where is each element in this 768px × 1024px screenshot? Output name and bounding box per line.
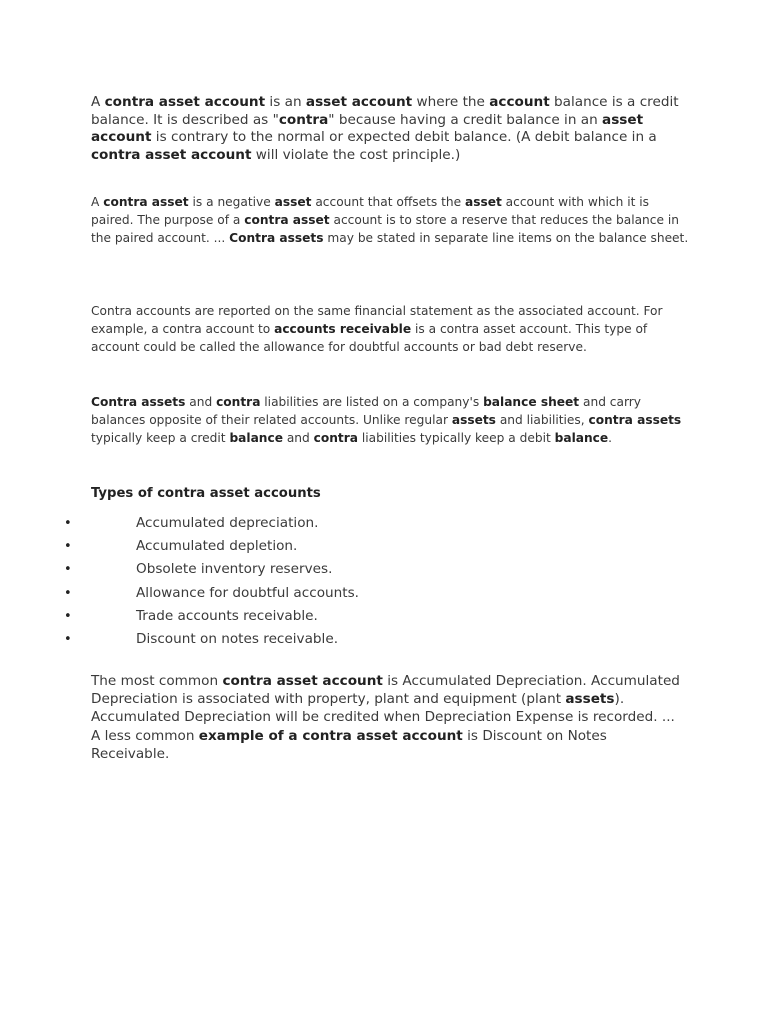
text-run: where the — [412, 94, 490, 110]
list-item — [0, 582, 600, 605]
bold-text-run: balance — [554, 431, 609, 445]
types-heading: Types of contra asset accounts — [91, 486, 321, 501]
text-run: and liabilities, — [495, 413, 589, 427]
bold-text-run: contra asset — [103, 195, 189, 209]
list-item-label: Allowance for doubtful accounts. — [136, 584, 359, 601]
text-run: is a contra asset account. This type of account could be called the allowance for doubtful accounts or bad debt reserve. — [91, 322, 648, 354]
bold-text-run: contra — [216, 395, 261, 409]
bold-text-run: asset account — [305, 94, 413, 110]
text-run: will violate the cost principle.) — [251, 146, 461, 163]
bold-text-run: account — [489, 94, 550, 110]
text-run: is Discount on Notes Receivable. — [91, 727, 607, 762]
text-run: account that offsets the — [311, 195, 465, 209]
text-run: A — [91, 94, 105, 110]
list-item-label: Obsolete inventory reserves. — [136, 561, 333, 578]
bold-text-run: contra — [278, 111, 329, 128]
bold-text-run: balance — [229, 431, 283, 445]
bullet-icon: • — [64, 608, 72, 624]
bold-text-run: accounts receivable — [274, 322, 412, 336]
list-item — [0, 605, 600, 628]
bold-text-run: assets — [451, 413, 496, 427]
bold-text-run: contra asset account — [91, 146, 252, 163]
text-run: liabilities are listed on a company's — [260, 395, 484, 409]
list-item — [0, 535, 600, 558]
text-run: The most common — [91, 673, 223, 689]
list-item — [0, 512, 600, 535]
text-run: typically keep a credit — [91, 431, 230, 445]
text-run: liabilities typically keep a debit — [358, 431, 555, 445]
bold-text-run: assets — [565, 691, 615, 708]
bullet-icon: • — [64, 516, 72, 531]
bold-text-run: contra asset — [244, 213, 330, 227]
text-run: and carry balances opposite of their related accounts. Unlike regular — [91, 395, 641, 427]
paragraph-contra-asset-negative — [91, 193, 691, 247]
paragraph-contra-asset-definition — [91, 94, 681, 164]
list-item-label: Discount on notes receivable. — [136, 630, 339, 647]
text-run: A — [91, 195, 104, 209]
text-run: is an — [265, 94, 306, 110]
bullet-icon: • — [64, 539, 72, 555]
bullet-icon: • — [64, 631, 72, 647]
list-item — [0, 558, 600, 581]
text-run: may be stated in separate line items on the balance sheet. — [323, 231, 689, 245]
list-item — [0, 628, 600, 651]
bold-text-run: asset — [464, 195, 502, 209]
bold-text-run: asset account — [91, 111, 644, 146]
text-run: balance is a credit balance. It is described as " — [91, 94, 679, 128]
paragraph-contra-assets-liabilities — [91, 393, 691, 447]
text-run: and — [282, 431, 314, 445]
types-list — [0, 512, 600, 651]
text-run: is a negative — [188, 195, 275, 209]
bold-text-run: contra asset account — [104, 94, 266, 110]
text-run: and — [185, 395, 217, 409]
text-run: Contra accounts are reported on the same financial statement as the associated account. For example, a contra account to — [91, 304, 663, 336]
text-run: ). Accumulated Depreciation will be credited when Depreciation Expense is recorded. ... A less common — [91, 691, 675, 744]
bullet-icon: • — [64, 562, 72, 578]
paragraph-contra-accounts-reporting — [91, 302, 691, 356]
bold-text-run: balance sheet — [483, 395, 580, 409]
text-run: account is to store a reserve that reduces the balance in the paired account. ... — [91, 213, 679, 245]
paragraph-most-common-contra — [91, 672, 686, 763]
text-run: " because having a credit balance in an — [328, 111, 603, 128]
bold-text-run: asset — [274, 195, 312, 209]
bold-text-run: contra assets — [588, 413, 682, 427]
text-run: . — [608, 431, 613, 445]
list-item-label: Trade accounts receivable. — [136, 607, 318, 624]
bold-text-run: example of a contra asset account — [198, 727, 463, 744]
list-item-label: Accumulated depletion. — [136, 538, 298, 555]
bold-text-run: contra asset account — [222, 673, 383, 689]
bold-text-run: Contra assets — [229, 231, 324, 245]
text-run: is contrary to the normal or expected debit balance. (A debit balance in a — [151, 129, 657, 146]
text-run: is Accumulated Depreciation. Accumulated Depreciation is associated with property, plant and equipment (plant — [91, 673, 680, 708]
text-run: account with which it is paired. The purpose of a — [91, 195, 649, 227]
bold-text-run: contra — [313, 431, 358, 445]
bold-text-run: Contra assets — [91, 395, 186, 409]
list-item-label: Accumulated depreciation. — [136, 515, 319, 531]
bullet-icon: • — [64, 585, 72, 601]
